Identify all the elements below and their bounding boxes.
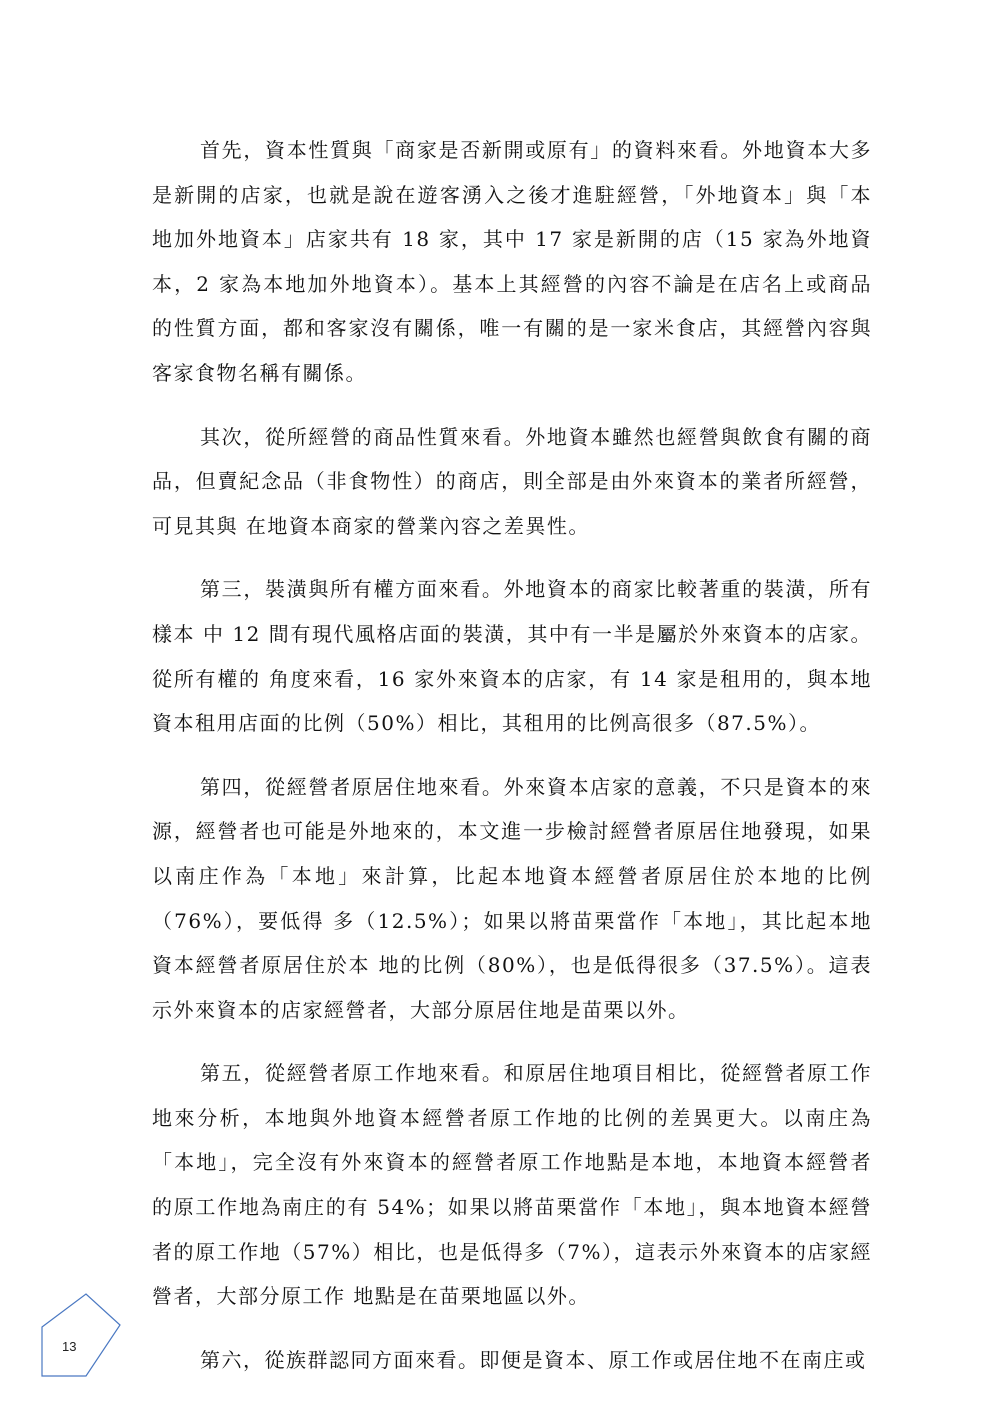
paragraph-1: 首先，資本性質與「商家是否新開或原有」的資料來看。外地資本大多是新開的店家，也就是說在遊客湧入之後才進駐經營，「外地資本」與「本地加外地資本」店家共有 18 家，其中 17 家是新開的店（15 家為外地資本，2 家為本地加外地資本）。基本上其經營的內容不論是在店名上或商品的性質方面，都和客家沒有關係，唯一有關的是一家米食店，其經營內容與客家食物名稱有關係。 <box>152 138 872 385</box>
paragraph-5: 第五，從經營者原工作地來看。和原居住地項目相比，從經營者原工作地來分析，本地與外地資本經營者原工作地的比例的差異更大。以南庄為「本地」，完全沒有外來資本的經營者原工作地點是本地，本地資本經營者的原工作地為南庄的有 54%；如果以將苗栗當作「本地」，與本地資本經營者的原工作地（57%）相比，也是低得多（7%），這表示外來資本的店家經營者，大部分原工作 地點是在苗栗地區以外。 <box>152 1061 872 1309</box>
page-number-marker <box>40 1292 122 1378</box>
page-number: 13 <box>62 1339 77 1354</box>
paragraph-6: 第六，從族群認同方面來看。即便是資本、原工作或居住地不在南庄或 <box>200 1347 867 1372</box>
paragraph-3: 第三，裝潢與所有權方面來看。外地資本的商家比較著重的裝潢，所有樣本 中 12 間有現代風格店面的裝潢，其中有一半是屬於外來資本的店家。從所有權的 角度來看，16 家外來資本的店家，有 14 家是租用的，與本地資本租用店面的比例（50%）相比，其租用的比例高很多（87.5%）。 <box>152 577 872 736</box>
paragraph-2: 其次，從所經營的商品性質來看。外地資本雖然也經營與飲食有關的商品，但賣紀念品（非食物性）的商店，則全部是由外來資本的業者所經營，可見其與 在地資本商家的營業內容之差異性。 <box>152 424 872 538</box>
page-body <box>152 128 872 1382</box>
paragraph-4: 第四，從經營者原居住地來看。外來資本店家的意義，不只是資本的來源，經營者也可能是外地來的，本文進一步檢討經營者原居住地發現，如果以南庄作為「本地」來計算，比起本地資本經營者原居住於本地的比例（76%），要低得 多（12.5%）；如果以將苗栗當作「本地」，其比起本地資本經營者原居住於本 地的比例（80%），也是低得很多（37.5%）。這表示外來資本的店家經營者，大部分原居住地是苗栗以外。 <box>152 774 872 1022</box>
pentagon-arrow-icon <box>40 1292 122 1378</box>
